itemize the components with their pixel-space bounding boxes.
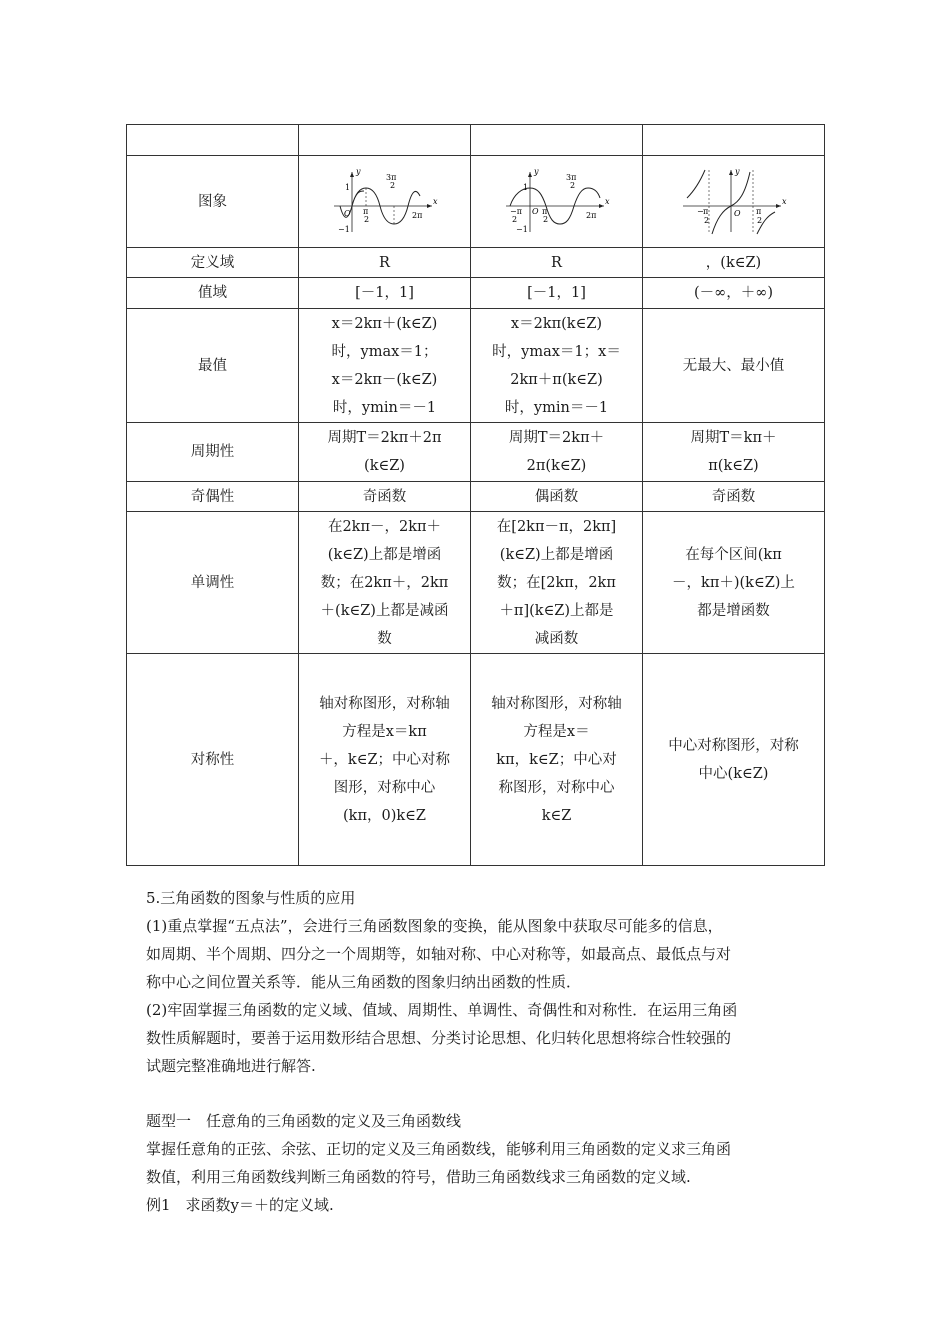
cell-line: 方程是x＝ [523, 723, 590, 740]
tick-two: 2 [569, 180, 575, 190]
cell-line: 轴对称图形，对称轴 [319, 695, 450, 712]
x-axis-label: x [781, 196, 787, 206]
paragraph-line: 称中心之间位置关系等．能从三角函数的图象归纳出函数的性质． [146, 973, 582, 991]
cell-line: 时，ymax＝1；x＝ [492, 343, 621, 360]
cos-graph [502, 166, 612, 238]
graph-row [127, 156, 825, 248]
row-label: 图象 [127, 156, 299, 248]
tick-pi: π [362, 206, 368, 216]
tick-one: 1 [344, 182, 350, 192]
cell-line: x＝2kπ＋(k∈Z) [331, 315, 438, 332]
row-label: 最值 [127, 309, 299, 423]
cell-line: x＝2kπ(k∈Z) [510, 315, 603, 332]
topic-1 [146, 1107, 816, 1219]
sin-extrema [299, 309, 471, 423]
cell-line: ＋(k∈Z)上都是减函 [320, 602, 449, 619]
paragraph-line: (1)重点掌握“五点法”，会进行三角函数图象的变换，能从图象中获取尽可能多的信息， [146, 917, 723, 935]
tick-two: 2 [756, 215, 762, 225]
paragraph-line: 试题完整准确地进行解答. [146, 1057, 316, 1075]
sin-parity: 奇函数 [299, 482, 471, 512]
tan-domain: ，(k∈Z) [643, 248, 825, 278]
tick-pi: π [702, 206, 708, 216]
tick-three-pi: 3π [385, 172, 396, 182]
cos-monotonicity [471, 512, 643, 654]
tan-graph [679, 166, 789, 238]
cell-line: kπ，k∈Z；中心对 [496, 751, 617, 768]
cell-line: 减函数 [534, 630, 579, 647]
cell-line: 在2kπ－，2kπ＋ [327, 518, 442, 535]
sin-symmetry [299, 654, 471, 866]
cell-line: 2kπ＋π(k∈Z) [510, 371, 603, 388]
domain-row [127, 248, 825, 278]
cell-line: (k∈Z)上都是增函 [327, 546, 442, 563]
cell-line: 时，ymax＝1； [331, 343, 438, 360]
row-label: 周期性 [127, 423, 299, 482]
cell-line: (kπ，0)k∈Z [343, 807, 426, 824]
header-cell [643, 125, 825, 156]
tick-two: 2 [511, 214, 517, 224]
cell-line: 周期T＝2kπ＋ [508, 430, 605, 446]
header-cell [127, 125, 299, 156]
extrema-row [127, 309, 825, 423]
tick-pi: π [755, 206, 761, 216]
cell-line: 轴对称图形，对称轴 [491, 695, 622, 712]
origin-label: O [531, 206, 539, 216]
tick-two: 2 [542, 214, 548, 224]
tan-extrema: 无最大、最小值 [643, 309, 825, 423]
cell-line: 在[2kπ－π，2kπ] [496, 518, 617, 535]
origin-label: O [343, 208, 351, 218]
cos-extrema [471, 309, 643, 423]
sin-range: [－1，1] [299, 278, 471, 309]
tan-symmetry [643, 654, 825, 866]
cos-domain: R [471, 248, 643, 278]
tick-two-pi: 2π [411, 210, 422, 220]
row-label: 奇偶性 [127, 482, 299, 512]
tick-neg-one: −1 [515, 224, 528, 234]
cell-line: 周期T＝2kπ＋2π [327, 430, 442, 446]
cell-line: 都是增函数 [697, 602, 770, 619]
row-label: 值域 [127, 278, 299, 309]
paragraph-line: 数值，利用三角函数线判断三角函数的符号，借助三角函数线求三角函数的定义域. [146, 1168, 691, 1186]
cell-line: 周期T＝kπ＋ [690, 430, 777, 446]
tick-two: 2 [703, 215, 709, 225]
cell-line: 时，ymin＝－1 [504, 399, 609, 416]
cell-line: ＋，k∈Z；中心对称 [318, 751, 451, 768]
cell-line: x＝2kπ－(k∈Z) [331, 371, 438, 388]
trig-properties-table [126, 124, 825, 866]
table-header-row [127, 125, 825, 156]
tan-graph-cell [643, 156, 825, 248]
cell-line: 数；在[2kπ，2kπ [497, 574, 616, 591]
row-label: 对称性 [127, 654, 299, 866]
cos-graph-cell [471, 156, 643, 248]
range-row [127, 278, 825, 309]
tick-two: 2 [389, 180, 395, 190]
cell-line: π(k∈Z) [708, 458, 759, 474]
tan-parity: 奇函数 [643, 482, 825, 512]
cell-line: 数 [377, 630, 392, 647]
tick-three-pi: 3π [565, 172, 576, 182]
y-axis-label: y [533, 166, 539, 176]
tick-minus: − [696, 206, 704, 216]
tan-range: (－∞，＋∞) [643, 278, 825, 309]
paragraph-line: (2)牢固掌握三角函数的定义域、值域、周期性、单调性、奇偶性和对称性．在运用三角函 [146, 1001, 738, 1019]
paragraph-line: 数性质解题时，要善于运用数形结合思想、分类讨论思想、化归转化思想将综合性较强的 [146, 1029, 732, 1047]
cell-line: 数；在2kπ＋，2kπ [320, 574, 449, 591]
sin-domain: R [299, 248, 471, 278]
tick-two: 2 [363, 214, 369, 224]
section-5 [146, 884, 816, 1080]
tick-two-pi: 2π [585, 210, 596, 220]
cell-line: 图形，对称中心 [333, 779, 436, 796]
section-heading: 5.三角函数的图象与性质的应用 [146, 889, 356, 907]
tan-period [643, 423, 825, 482]
cell-line: (k∈Z) [364, 458, 405, 474]
cos-range: [－1，1] [471, 278, 643, 309]
cell-line: 2π(k∈Z) [526, 458, 587, 474]
cos-period [471, 423, 643, 482]
header-cell [299, 125, 471, 156]
tan-monotonicity [643, 512, 825, 654]
cell-line: (k∈Z)上都是增函 [499, 546, 614, 563]
tick-neg-one: −1 [337, 224, 350, 234]
y-axis-label: y [734, 166, 740, 176]
tick-pi: π [541, 206, 547, 216]
sin-graph-cell [299, 156, 471, 248]
sin-monotonicity [299, 512, 471, 654]
monotonicity-row [127, 512, 825, 654]
origin-label: O [733, 208, 741, 218]
cell-line: ＋π](k∈Z)上都是 [499, 602, 614, 619]
x-axis-label: x [432, 196, 438, 206]
tick-one: 1 [522, 182, 528, 192]
cell-line: 称图形，对称中心 [498, 779, 615, 796]
row-label: 定义域 [127, 248, 299, 278]
sin-period [299, 423, 471, 482]
cell-line: 方程是x＝kπ [342, 723, 427, 740]
cell-line: 中心对称图形，对称 [668, 737, 799, 754]
example-1: 例1 求函数y＝＋的定义域. [146, 1196, 334, 1214]
cell-line: k∈Z [541, 807, 572, 824]
cos-parity: 偶函数 [471, 482, 643, 512]
cell-line: －，kπ＋)(k∈Z)上 [672, 574, 795, 591]
cos-symmetry [471, 654, 643, 866]
header-cell [471, 125, 643, 156]
paragraph-line: 掌握任意角的正弦、余弦、正切的定义及三角函数线，能够利用三角函数的定义求三角函 [146, 1140, 732, 1158]
paragraph-line: 如周期、半个周期、四分之一个周期等，如轴对称、中心对称等，如最高点、最低点与对 [146, 945, 732, 963]
sin-graph [330, 166, 440, 238]
y-axis-label: y [355, 166, 361, 176]
x-axis-label: x [604, 196, 610, 206]
symmetry-row [127, 654, 825, 866]
parity-row [127, 482, 825, 512]
row-label: 单调性 [127, 512, 299, 654]
cell-line: 中心(k∈Z) [698, 765, 769, 782]
period-row [127, 423, 825, 482]
topic-heading: 题型一 任意角的三角函数的定义及三角函数线 [146, 1112, 462, 1130]
tick-neg-pi: −π [509, 206, 522, 216]
cell-line: 时，ymin＝－1 [332, 399, 437, 416]
cell-line: 在每个区间(kπ [685, 546, 782, 563]
